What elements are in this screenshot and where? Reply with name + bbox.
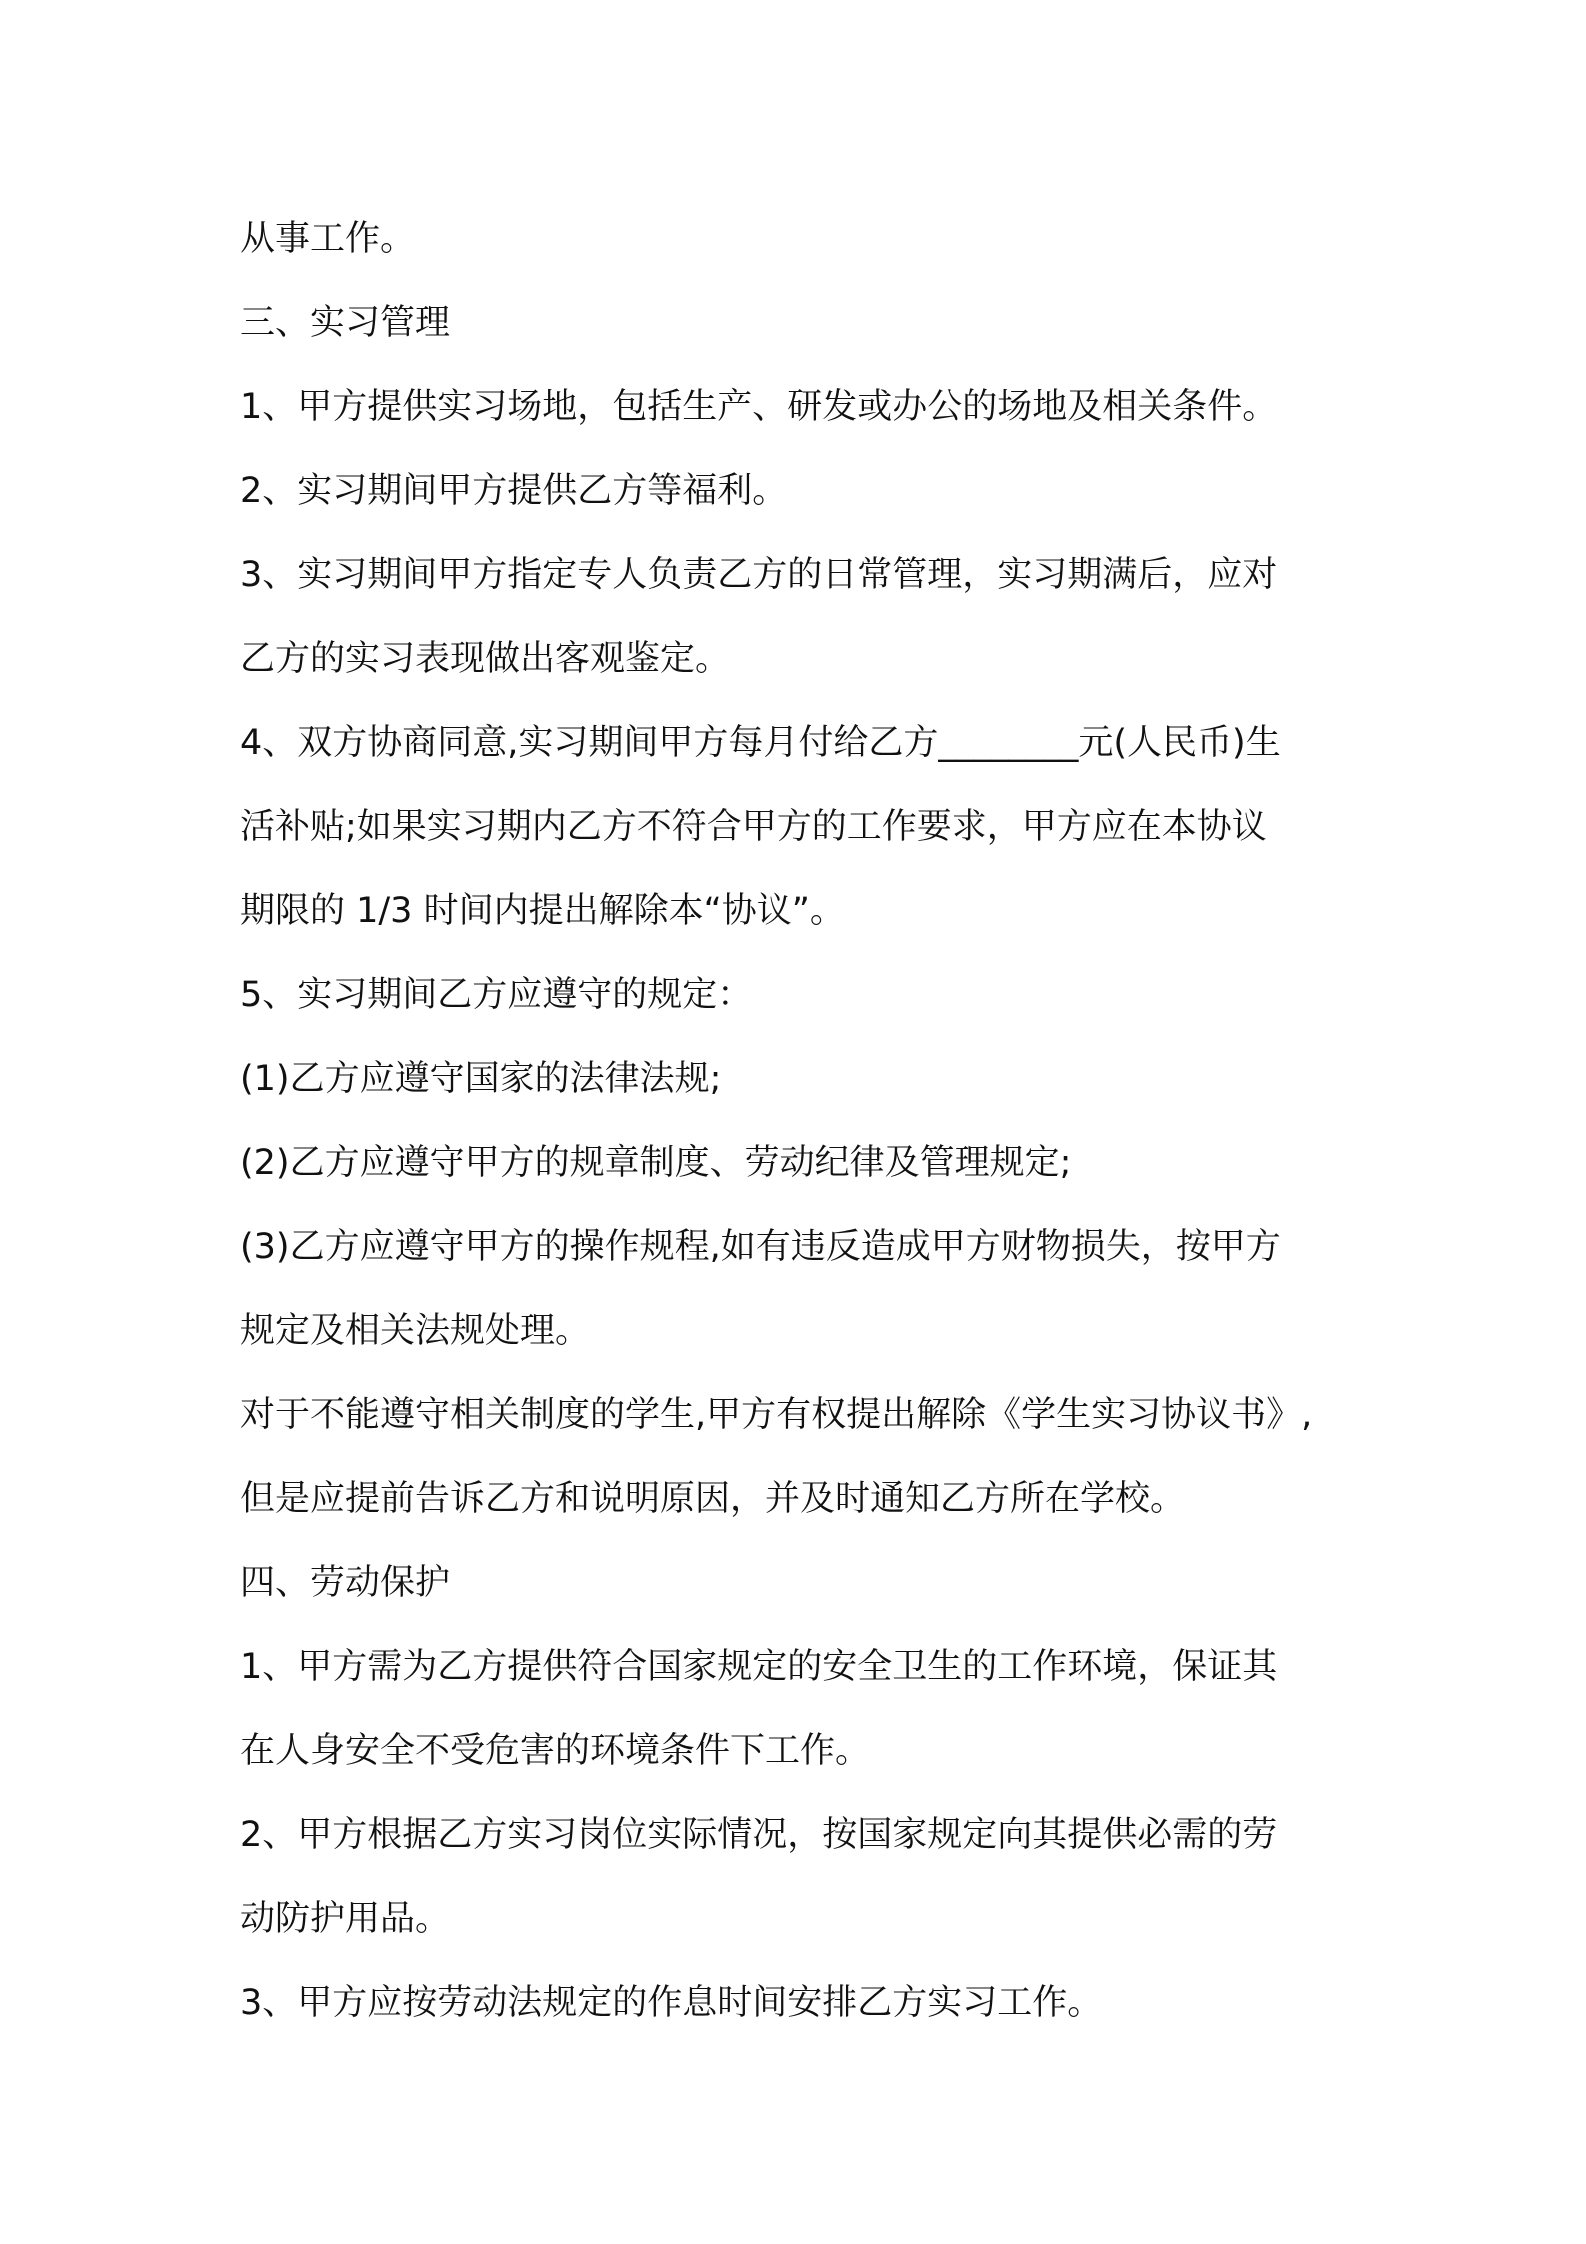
text-line: 乙方的实习表现做出客观鉴定。 xyxy=(240,639,731,679)
text-line: 1、甲方提供实习场地，包括生产、研发或办公的场地及相关条件。 xyxy=(240,387,1278,427)
text-line: 动防护用品。 xyxy=(240,1899,451,1939)
text-line: 3、甲方应按劳动法规定的作息时间安排乙方实习工作。 xyxy=(240,1983,1103,2023)
text-line: 3、实习期间甲方指定专人负责乙方的日常管理，实习期满后，应对 xyxy=(240,555,1278,595)
text-line: 4、双方协商同意,实习期间甲方每月付给乙方________元(人民币)生 xyxy=(240,723,1281,763)
text-line: 从事工作。 xyxy=(240,219,416,259)
text-line: (1)乙方应遵守国家的法律法规; xyxy=(240,1059,722,1099)
text-line: 1、甲方需为乙方提供符合国家规定的安全卫生的工作环境，保证其 xyxy=(240,1647,1278,1687)
section-heading: 三、实习管理 xyxy=(240,303,451,343)
text-line: 对于不能遵守相关制度的学生,甲方有权提出解除《学生实习协议书》, xyxy=(240,1395,1313,1435)
text-line: 5、实习期间乙方应遵守的规定： xyxy=(240,975,753,1015)
text-line: 2、实习期间甲方提供乙方等福利。 xyxy=(240,471,788,511)
text-line: 期限的 1/3 时间内提出解除本“协议”。 xyxy=(240,891,845,931)
text-line: 在人身安全不受危害的环境条件下工作。 xyxy=(240,1731,871,1771)
section-heading: 四、劳动保护 xyxy=(240,1563,451,1603)
text-line: (3)乙方应遵守甲方的操作规程,如有违反造成甲方财物损失，按甲方 xyxy=(240,1227,1281,1267)
text-line: 2、甲方根据乙方实习岗位实际情况，按国家规定向其提供必需的劳 xyxy=(240,1815,1278,1855)
text-line: (2)乙方应遵守甲方的规章制度、劳动纪律及管理规定; xyxy=(240,1143,1072,1183)
text-line: 但是应提前告诉乙方和说明原因，并及时通知乙方所在学校。 xyxy=(240,1479,1186,1519)
text-line: 规定及相关法规处理。 xyxy=(240,1311,591,1351)
document-body xyxy=(240,197,1360,2045)
text-line: 活补贴;如果实习期内乙方不符合甲方的工作要求，甲方应在本协议 xyxy=(240,807,1267,847)
